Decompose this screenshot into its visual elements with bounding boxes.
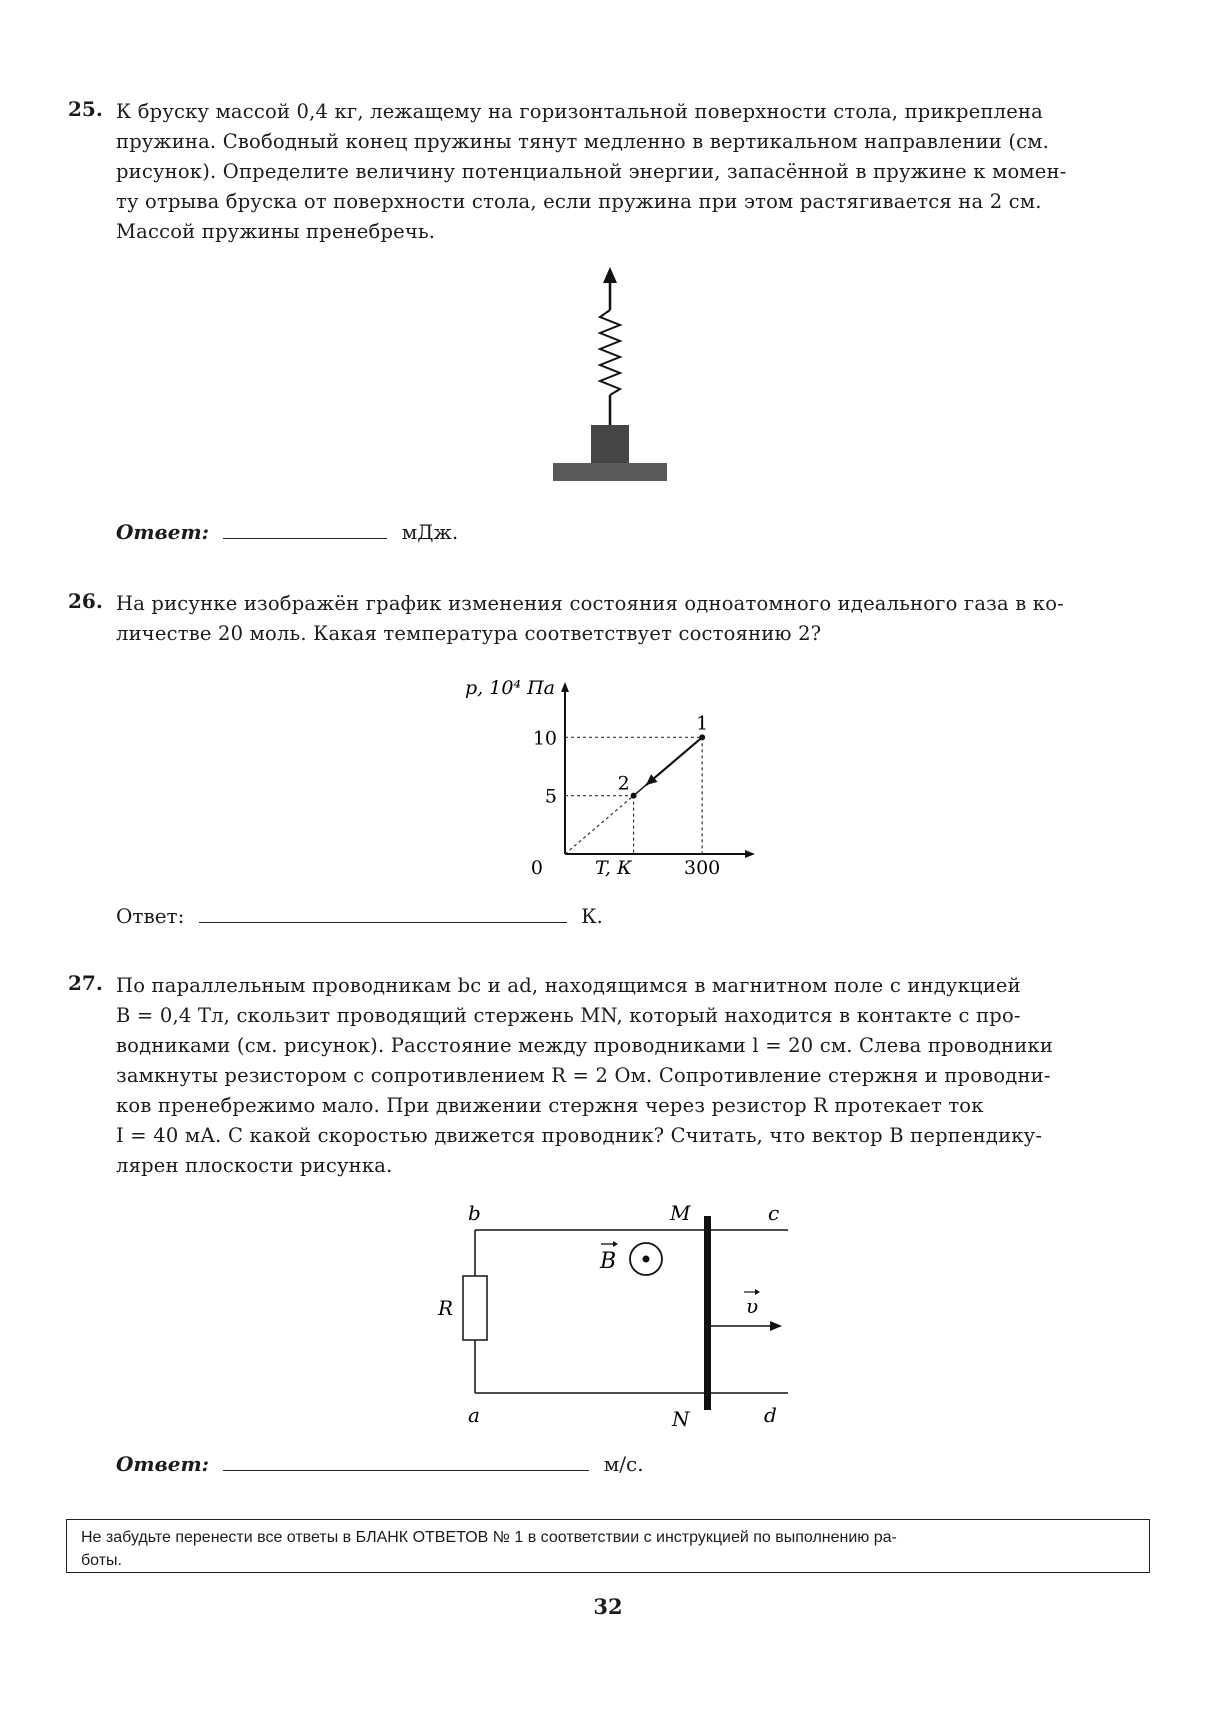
text-line: личестве 20 моль. Какая температура соответствует состоянию 2? [116, 622, 822, 645]
pull-arrow-icon [603, 267, 617, 283]
answer-25 [116, 520, 458, 544]
x-axis-label: T, К [595, 857, 632, 879]
answer-label: Ответ: [116, 1452, 209, 1476]
problem-text [116, 97, 1154, 247]
text-line: Массой пружины пренебречь. [116, 220, 436, 243]
x-axis-arrow-icon [745, 850, 755, 858]
label-c: c [768, 1201, 780, 1225]
label-n: N [672, 1407, 690, 1431]
point-label-2: 2 [617, 772, 630, 795]
text-line: По параллельным проводникам bc и ad, находящимся в магнитном поле с индукцией [116, 974, 1021, 997]
circuit-figure [430, 1200, 800, 1440]
table-surface [553, 463, 667, 481]
y-axis-label: p, 10⁴ Па [465, 677, 555, 699]
rod-mn[interactable] [704, 1216, 711, 1410]
reminder-text: Не забудьте перенести все ответы в БЛАНК ОТВЕТОВ № 1 в соответствии с инструкцией по выполнению ра- [81, 1529, 897, 1546]
b-vector-arrowhead-icon [613, 1241, 618, 1247]
process-line [646, 737, 702, 785]
answer-field[interactable] [199, 904, 567, 923]
answer-unit: К. [581, 904, 603, 928]
label-v: υ [746, 1294, 759, 1318]
problem-text [116, 971, 1154, 1181]
text-line: К бруску массой 0,4 кг, лежащему на горизонтальной поверхности стола, прикреплена [116, 100, 1043, 123]
answer-unit: м/с. [603, 1452, 644, 1476]
text-line: I = 40 мА. С какой скоростью движется проводник? Считать, что вектор B перпендику- [116, 1124, 1043, 1147]
resistor [463, 1276, 487, 1340]
answer-field[interactable] [223, 1452, 589, 1471]
problem-number: 25. [68, 97, 103, 121]
label-b-vector: B [600, 1249, 617, 1274]
answer-field[interactable] [223, 520, 387, 539]
problem-text [116, 589, 1154, 649]
origin-tick-label: 0 [530, 857, 543, 879]
label-r: R [438, 1296, 454, 1320]
answer-unit: мДж. [401, 520, 459, 544]
text-line: водниками (см. рисунок). Расстояние между проводниками l = 20 см. Слева проводники [116, 1034, 1054, 1057]
b-field-dot-icon [643, 1256, 650, 1263]
label-m: M [670, 1201, 691, 1225]
extension-to-origin [565, 796, 634, 854]
reminder-text-cont: боты. [81, 1552, 122, 1569]
text-line: пружина. Свободный конец пружины тянут медленно в вертикальном направлении (см. [116, 130, 1050, 153]
state-point-1 [699, 734, 705, 740]
state-point-2 [631, 793, 637, 799]
text-line: замкнуты резистором с сопротивлением R = 2 Ом. Сопротивление стержня и проводни- [116, 1064, 1051, 1087]
text-line: На рисунке изображён график изменения состояния одноатомного идеального газа в ко- [116, 592, 1064, 615]
page-number: 32 [593, 1594, 623, 1619]
label-b: b [468, 1201, 481, 1225]
problem-number: 27. [68, 971, 103, 995]
label-d: d [764, 1403, 777, 1427]
spring-figure [545, 265, 675, 490]
answer-26 [116, 904, 603, 928]
problem-number: 26. [68, 589, 103, 613]
point-label-1: 1 [696, 712, 709, 735]
answer-27 [116, 1452, 644, 1476]
pt-chart [455, 672, 775, 884]
text-line: ту отрыва бруска от поверхности стола, если пружина при этом растягивается на 2 см. [116, 190, 1042, 213]
y-tick-label-10: 10 [532, 727, 557, 750]
text-line: рисунок). Определите величину потенциальной энергии, запасённой в пружине к момен- [116, 160, 1067, 183]
velocity-arrow-icon [770, 1321, 782, 1331]
y-tick-label-5: 5 [544, 785, 557, 808]
y-axis-arrow-icon [561, 682, 569, 692]
answer-label: Ответ: [116, 520, 209, 544]
block [591, 425, 629, 463]
text-line: B = 0,4 Тл, скользит проводящий стержень MN, который находится в контакте с про- [116, 1004, 1021, 1027]
text-line: ков пренебрежимо мало. При движении стержня через резистор R протекает ток [116, 1094, 984, 1117]
spring-coil [600, 310, 620, 395]
x-tick-label-300: 300 [684, 857, 721, 879]
label-a: a [468, 1403, 480, 1427]
reminder-note [66, 1519, 1150, 1573]
text-line: лярен плоскости рисунка. [116, 1154, 393, 1177]
answer-label: Ответ: [116, 904, 185, 928]
